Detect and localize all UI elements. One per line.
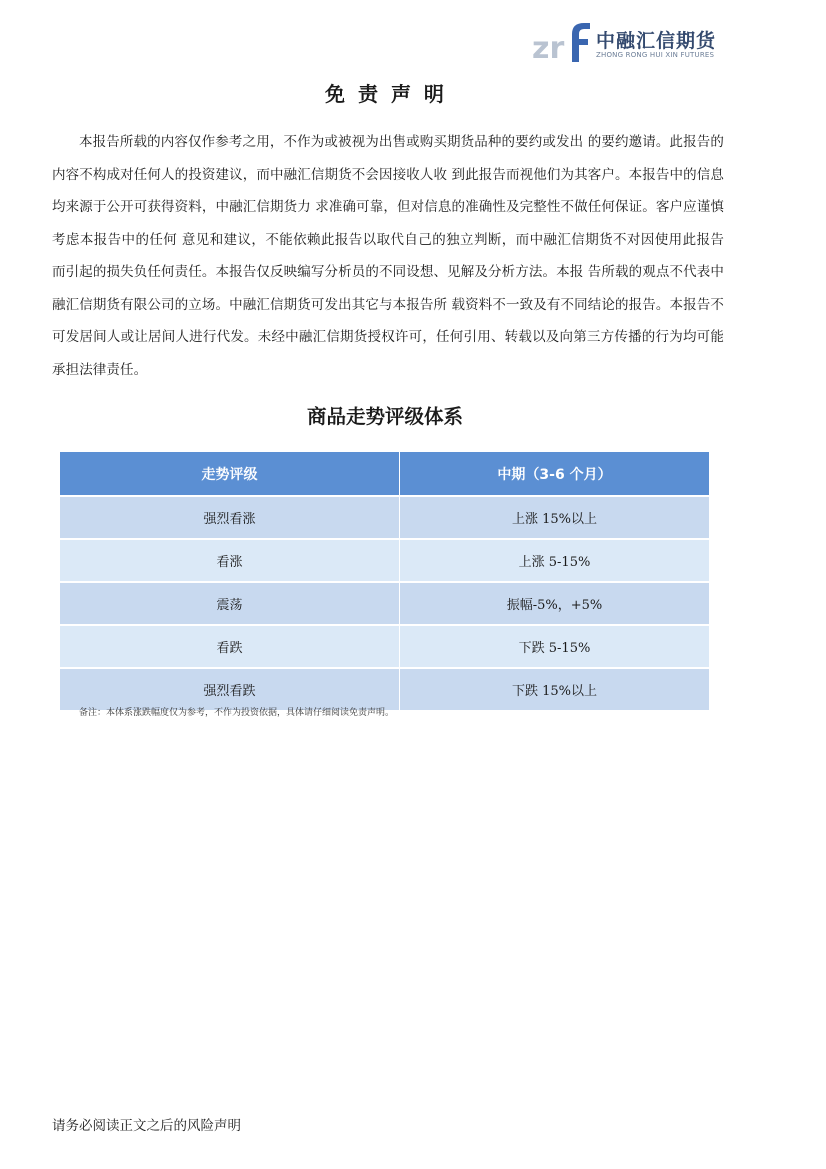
rating-cell: 强烈看涨 <box>60 496 400 539</box>
rating-table-header <box>60 452 709 496</box>
rating-cell: 看跌 <box>60 625 400 668</box>
zrf-logo-mark-icon <box>532 20 594 64</box>
disclaimer-title: 免 责 声 明 <box>325 82 447 106</box>
rating-table <box>60 452 709 710</box>
range-cell: 下跌 15%以上 <box>400 668 710 710</box>
table-row <box>60 668 709 710</box>
header-mid-term: 中期（3-6 个月） <box>400 452 710 496</box>
header-rating: 走势评级 <box>60 452 400 496</box>
footer-risk-statement: 请务必阅读正文之后的风险声明 <box>52 1118 241 1134</box>
range-cell: 下跌 5-15% <box>400 625 710 668</box>
rating-system-title: 商品走势评级体系 <box>306 405 463 428</box>
range-cell: 上涨 5-15% <box>400 539 710 582</box>
table-row <box>60 582 709 625</box>
rating-cell: 强烈看跌 <box>60 668 400 710</box>
table-row <box>60 496 709 539</box>
rating-note: 备注：本体系涨跌幅度仅为参考，不作为投资依据，具体请仔细阅读免责声明。 <box>79 708 395 718</box>
rating-cell: 震荡 <box>60 582 400 625</box>
range-cell: 振幅-5%，+5% <box>400 582 710 625</box>
table-row <box>60 539 709 582</box>
company-logo <box>532 20 722 64</box>
range-cell: 上涨 15%以上 <box>400 496 710 539</box>
table-row <box>60 625 709 668</box>
logo-english-name: ZHONG RONG HUI XIN FUTURES <box>596 51 715 59</box>
disclaimer-body: 本报告所载的内容仅作参考之用，不作为或被视为出售或购买期货品种的要约或发出 的要约邀请。此报告的内容不构成对任何人的投资建议，而中融汇信期货不会因接收人收 到此报告而视他们为其客户。本报告中的信息均来源于公开可获得资料，中融汇信期货力 求准确可靠，但对信息的准确性及完整性不做任何保证。客户应谨慎考虑本报告中的任何 意见和建议，不能依赖此报告以取代自己的独立判断，而中融汇信期货不对因使用此报告 而引起的损失负任何责任。本报告仅反映编写分析员的不同设想、见解及分析方法。本报 告所载的观点不代表中融汇信期货有限公司的立场。中融汇信期货可发出其它与本报告所 载资料不一致及有不同结论的报告。本报告不可发居间人或让居间人进行代发。未经中融汇信期货授权许可，任何引用、转载以及向第三方传播的行为均可能承担法律责任。 <box>52 134 724 378</box>
rating-cell: 看涨 <box>60 539 400 582</box>
svg-text:zr: zr <box>532 31 565 64</box>
logo-chinese-name: 中融汇信期货 <box>596 30 717 52</box>
